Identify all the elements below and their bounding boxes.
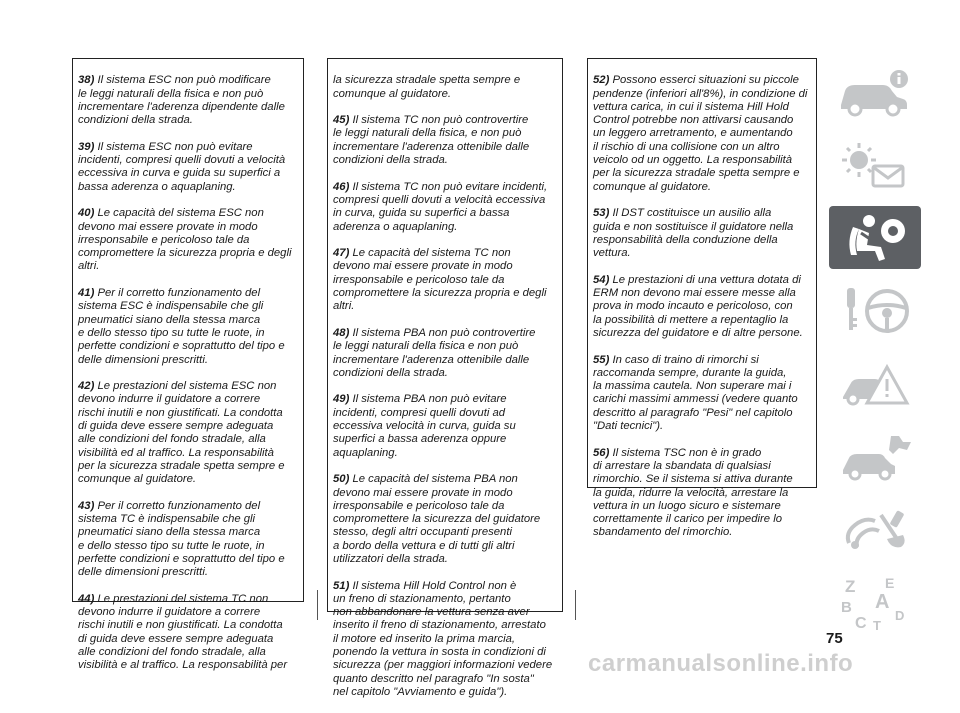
road-warning-icon xyxy=(835,357,915,411)
notes-column-3 xyxy=(587,58,817,539)
note-50: 50) Le capacità del sistema PBA non devono mai essere provate in modo irresponsabile e pericoloso tale da compromettere la sicurezza del guidatore stesso, degli altri occupanti presenti a bordo della vettura e di tutti gli altri utilizzatori della strada. xyxy=(333,473,541,565)
note-39: 39) Il sistema ESC non può evitare incidenti, compresi quelli dovuti a velocità eccessiva in curva e guida su superfici a bassa aderenza o aquaplaning. xyxy=(78,140,286,193)
wrench-car-icon xyxy=(835,430,915,484)
svg-text:Z: Z xyxy=(845,576,856,596)
note-41: 41) Per il corretto funzionamento del sistema ESC è indispensabile che gli pneumatici siano della stessa marca e dello stesso tipo su tutte le ruote, in perfette condizioni e soprattutto del tipo e delle dimensioni prescritti. xyxy=(78,287,285,366)
note-40: 40) Le capacità del sistema ESC non devono mai essere provate in modo irresponsabile e pericoloso tale da compromettere la sicurezza propria e degli altri. xyxy=(78,207,292,273)
note-56: 56) Il sistema TSC non è in grado di arrestare la sbandata di qualsiasi rimorchio. Se il sistema si attiva durante la guida, ridurre la velocità, arrestare la vettura in un luogo sicuro e sistemare correttamente il carico per impedire lo sbandamento del rimorchio. xyxy=(593,446,793,539)
note-46: 46) Il sistema TC non può evitare incidenti, compresi quelli dovuti a velocità eccessiva in curva, guida su superfici a bassa aderenza o aquaplaning. xyxy=(333,180,548,233)
note-52: 52) Possono esserci situazioni su piccole pendenze (inferiori all'8%), in condizione di vettura carica, in cui il sistema Hill Hold Control potrebbe non attivarsi causando un leggero arretramento, e aumentando il rischio di una collisione con un altro veicolo od un oggetto. La responsabilità per la sicurezza stradale spetta sempre e comunque al guidatore. xyxy=(593,74,808,193)
note-38: 38) Il sistema ESC non può modificare le leggi naturali della fisica e non può incrementare l'aderenza dipendente dalle condizioni della strada. xyxy=(78,74,285,127)
tab-technical[interactable] xyxy=(829,498,921,561)
note-45: 45) Il sistema TC non può controvertire le leggi naturali della fisica, e non può incrementare l'aderenza ottenibile dalle condizioni della strada. xyxy=(333,114,530,167)
note-48: 48) Il sistema PBA non può controvertire le leggi naturali della fisica e non può incrementare l'aderenza ottenibile dalle condizioni della strada. xyxy=(333,326,536,379)
tab-safety[interactable] xyxy=(829,206,921,269)
note-44-continued: la sicurezza stradale spetta sempre e comunque al guidatore. xyxy=(333,74,521,100)
notes-column-1 xyxy=(72,58,304,672)
page-number: 75 xyxy=(826,630,843,647)
seat-airbag-icon xyxy=(835,211,915,265)
note-55: 55) In caso di traino di rimorchi si raccomanda sempre, durante la guida, la massima cautela. Non superare mai i carichi massimi ammessi (vedere quanto descritto al paragrafo "Pesi" nel capitolo "Dati tecnici"). xyxy=(593,353,798,433)
tab-emergency[interactable] xyxy=(829,352,921,415)
note-54: 54) Le prestazioni di una vettura dotata di ERM non devono mai essere messe alla prova in modo incauto e pericoloso, con la possibilità di mettere a repentaglio la sicurezza del guidatore e di altre persone. xyxy=(593,273,803,339)
note-42: 42) Le prestazioni del sistema ESC non devono indurre il guidatore a correre rischi inutili e non giustificati. La condotta di guida deve essere sempre adeguata alle condizioni del fondo stradale, alla visibilità ed al traffico. La responsabilità per la sicurezza stradale spetta sempre e comunque al guidatore. xyxy=(78,380,285,486)
tab-warning-lights[interactable] xyxy=(829,133,921,196)
svg-text:C: C xyxy=(855,614,867,632)
car-info-icon xyxy=(835,67,915,117)
svg-text:B: B xyxy=(841,598,852,616)
index-letters-icon xyxy=(835,574,915,632)
svg-text:T: T xyxy=(873,617,881,633)
tab-starting-driving[interactable] xyxy=(829,279,921,342)
note-43: 43) Per il corretto funzionamento del sistema TC è indispensabile che gli pneumatici siano della stessa marca e dello stesso tipo su tutte le ruote, in perfette condizioni e soprattutto del tipo e delle dimensioni prescritti. xyxy=(78,499,285,579)
note-53: 53) Il DST costituisce un ausilio alla guida e non sostituisce il guidatore nella responsabilità della conduzione della vettura. xyxy=(593,207,794,260)
tab-car-info[interactable] xyxy=(829,60,921,123)
notes-column-2 xyxy=(327,58,563,698)
chapter-tabs xyxy=(829,60,922,644)
watermark: carmanualsonline.info xyxy=(588,650,854,677)
column-divider-2 xyxy=(575,590,576,620)
tab-index[interactable] xyxy=(829,571,921,634)
svg-text:A: A xyxy=(875,590,890,613)
note-47: 47) Le capacità del sistema TC non devono mai essere provate in modo irresponsabile e pericoloso tale da compromettere la sicurezza propria e degli altri. xyxy=(333,247,547,313)
note-49: 49) Il sistema PBA non può evitare incidenti, compresi quelli dovuti ad eccessiva velocità in curva, guida su superfici a bassa aderenza oppure aquaplaning. xyxy=(333,393,516,459)
svg-text:D: D xyxy=(895,607,905,623)
column-divider-1 xyxy=(317,590,318,620)
key-steering-wheel-icon xyxy=(835,284,915,338)
svg-text:E: E xyxy=(885,574,895,591)
warning-lights-icon xyxy=(835,140,915,190)
tools-icon xyxy=(835,503,915,557)
note-44: 44) Le prestazioni del sistema TC non devono indurre il guidatore a correre rischi inutili e non giustificati. La condotta di guida deve essere sempre adeguata alle condizioni del fondo stradale, alla visibilità e al traffico. La responsabilità per xyxy=(78,592,288,672)
note-51: 51) Il sistema Hill Hold Control non è un freno di stazionamento, pertanto non abbandonare la vettura senza aver inserito il freno di stazionamento, arrestato il motore ed inserito la prima marcia, ponendo la vettura in sosta in condizioni di sicurezza (per maggiori informazioni vedere quanto descritto nel paragrafo "In sosta" nel capitolo "Avviamento e guida"). xyxy=(333,579,553,698)
tab-maintenance[interactable] xyxy=(829,425,921,488)
